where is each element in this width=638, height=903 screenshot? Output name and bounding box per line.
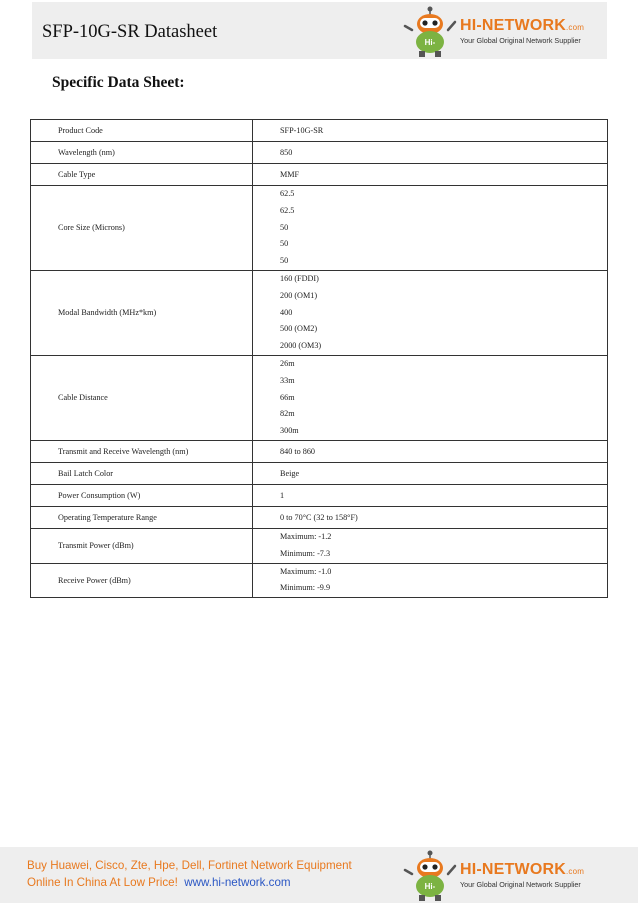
spec-value: 62.5 [280,189,295,198]
table-row [31,440,608,462]
table-row [31,142,608,164]
mascot-badge-text: Hi- [424,38,436,47]
document-title: SFP-10G-SR Datasheet [42,22,218,42]
brand-tagline: Your Global Original Network Supplier [460,36,581,45]
spec-value-cell [253,186,608,271]
spec-value: 66m [280,392,295,402]
spec-value-cell [253,164,608,186]
spec-value: Minimum: -9.9 [280,583,331,593]
spec-value-cell [253,142,608,164]
spec-value: 62.5 [280,205,295,215]
spec-value-cell [253,120,608,142]
table-row [31,120,608,142]
robot-mascot-icon [402,848,458,902]
robot-mascot-icon [402,4,458,58]
spec-value: 2000 (OM3) [280,341,322,351]
mascot-badge-text: Hi- [424,882,436,891]
table-row [31,355,608,440]
brand-suffix: .com [565,23,585,32]
footer-website-link[interactable]: www.hi-network.com [184,875,291,889]
spec-value: 1 [280,490,285,500]
brand-suffix: .com [565,867,585,876]
spec-value: Minimum: -7.3 [280,548,331,558]
spec-value-cell [253,528,608,563]
spec-label: Power Consumption (W) [31,484,253,506]
spec-label: Core Size (Microns) [31,186,253,271]
table-row [31,186,608,271]
spec-value: 0 to 70°C (32 to 158°F) [280,512,358,522]
spec-label: Transmit and Receive Wavelength (nm) [31,440,253,462]
brand-logo [402,4,584,58]
spec-value: 840 to 860 [280,446,316,456]
table-row [31,563,608,598]
table-row [31,164,608,186]
spec-label: Cable Distance [31,355,253,440]
footer-line-1: Buy Huawei, Cisco, Zte, Hpe, Dell, Fortinet Network Equipment [27,859,352,872]
spec-value-cell [253,440,608,462]
spec-value: 400 [280,307,293,317]
spec-label: Cable Type [31,164,253,186]
spec-value: 300m [280,426,299,436]
spec-value: 200 (OM1) [280,290,318,300]
spec-label: Wavelength (nm) [31,142,253,164]
table-row [31,528,608,563]
footer-line-2: Online In China At Low Price! [27,875,178,889]
spec-value: Maximum: -1.0 [280,566,332,576]
brand-name: HI-NETWORK [460,17,566,34]
spec-value-cell [253,270,608,355]
brand-tagline: Your Global Original Network Supplier [460,880,581,889]
footer-brand-logo [402,848,584,902]
spec-value: 26m [280,358,295,368]
spec-label: Modal Bandwidth (MHz*km) [31,270,253,355]
table-row [31,462,608,484]
spec-value-cell [253,462,608,484]
spec-value: Maximum: -1.2 [280,531,332,541]
spec-value: 33m [280,375,295,385]
spec-table [30,119,608,598]
spec-value: 82m [280,409,295,419]
spec-value: 500 (OM2) [280,324,318,334]
spec-label: Operating Temperature Range [31,506,253,528]
spec-value-cell [253,355,608,440]
spec-value: 50 [280,222,289,232]
section-title: Specific Data Sheet: [52,74,185,91]
spec-value: 160 (FDDI) [280,273,319,283]
spec-label: Receive Power (dBm) [31,563,253,598]
spec-value: SFP-10G-SR [280,126,324,135]
page-header [32,2,607,59]
table-row [31,484,608,506]
spec-value-cell [253,563,608,598]
table-row [31,506,608,528]
spec-value: 50 [280,256,289,266]
spec-label: Transmit Power (dBm) [31,528,253,563]
spec-value-cell [253,484,608,506]
page-footer [0,847,638,903]
spec-value: 50 [280,239,289,249]
spec-label: Bail Latch Color [31,462,253,484]
spec-value-cell [253,506,608,528]
brand-name: HI-NETWORK [460,861,566,878]
table-row [31,270,608,355]
spec-label: Product Code [31,120,253,142]
spec-value: 850 [280,148,293,157]
spec-value: MMF [280,170,300,179]
spec-value: Beige [280,468,300,478]
